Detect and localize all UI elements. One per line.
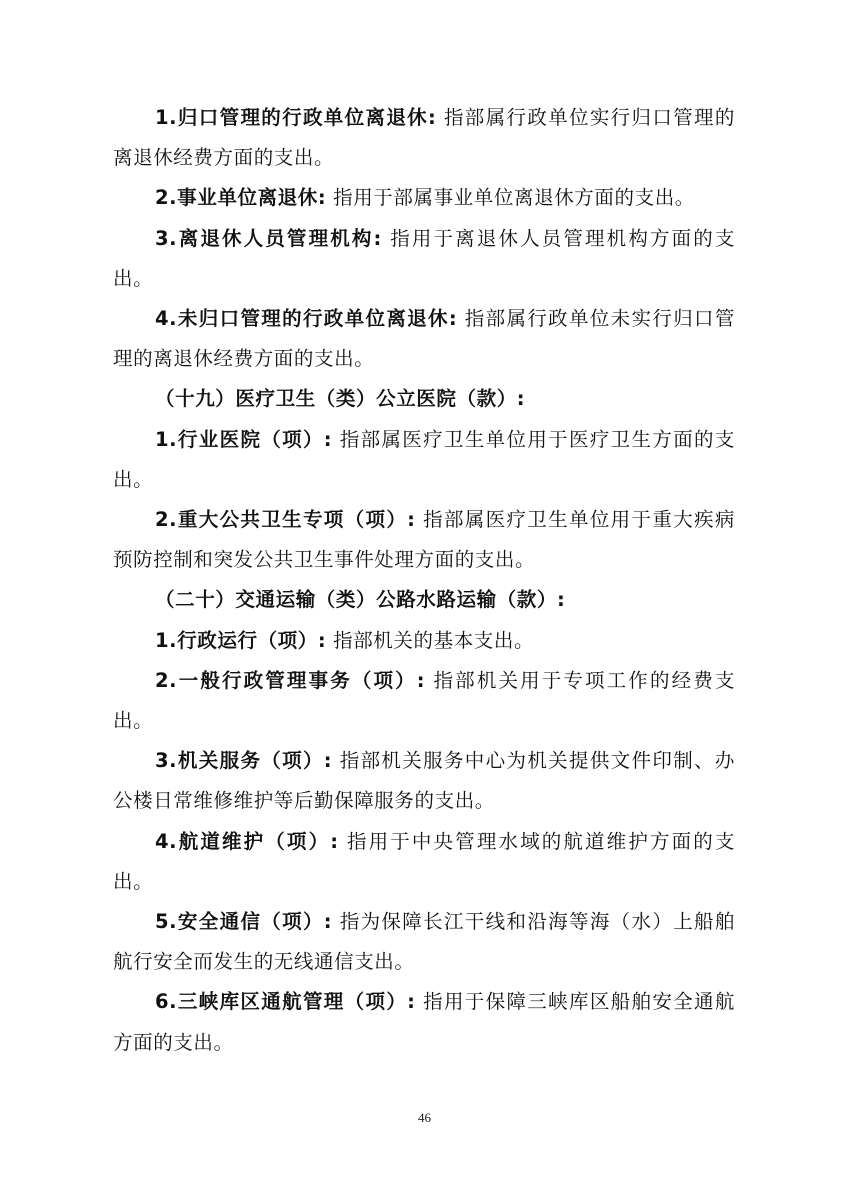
paragraph-text: 指用于保障三峡库区船舶安全通航方面的支出。 (113, 990, 735, 1054)
paragraph-label: 2.事业单位离退休: (155, 186, 327, 210)
paragraph-retirement-non-centralized (113, 299, 735, 379)
paragraph-label: 3.离退休人员管理机构: (155, 226, 382, 250)
paragraph-text: 指为保障长江干线和沿海等海（水）上船舶航行安全而发生的无线通信支出。 (113, 910, 735, 974)
page-number: 46 (418, 1110, 431, 1125)
paragraph-text: 指用于部属事业单位离退休方面的支出。 (333, 186, 695, 210)
paragraph-text: 指部属医疗卫生单位用于医疗卫生方面的支出。 (113, 427, 735, 491)
paragraph-public-health (113, 500, 735, 580)
paragraph-label: 3.机关服务（项）: (155, 749, 333, 773)
paragraph-text: 指部机关服务中心为机关提供文件印制、办公楼日常维修维护等后勤保障服务的支出。 (113, 749, 735, 813)
section-heading: （二十）交通运输（类）公路水路运输（款）: (155, 588, 566, 612)
paragraph-label: 4.未归口管理的行政单位离退休: (155, 307, 458, 331)
paragraph-label: 5.安全通信（项）: (155, 910, 333, 934)
section-heading-transport (113, 580, 735, 620)
paragraph-agency-service (113, 741, 735, 821)
paragraph-text: 指部机关用于专项工作的经费支出。 (113, 668, 735, 733)
paragraph-label: 6.三峡库区通航管理（项）: (155, 990, 416, 1014)
paragraph-retirement-centralized (113, 98, 735, 178)
paragraph-general-admin (113, 661, 735, 741)
paragraph-text: 指用于离退休人员管理机构方面的支出。 (113, 226, 735, 290)
document-body (113, 98, 735, 1063)
paragraph-label: 4.航道维护（项）: (155, 829, 339, 853)
paragraph-label: 1.归口管理的行政单位离退休: (155, 106, 437, 129)
paragraph-label: 1.行政运行（项）: (155, 628, 327, 652)
paragraph-text: 指部属行政单位未实行归口管理的离退休经费方面的支出。 (113, 307, 735, 371)
paragraph-industry-hospital (113, 420, 735, 500)
paragraph-admin-operation (113, 621, 735, 661)
paragraph-label: 2.重大公共卫生专项（项）: (155, 508, 416, 532)
paragraph-label: 1.行业医院（项）: (155, 427, 333, 451)
paragraph-safety-communication (113, 902, 735, 982)
paragraph-label: 2.一般行政管理事务（项）: (155, 668, 426, 692)
section-heading-medical (113, 379, 735, 419)
section-heading: （十九）医疗卫生（类）公立医院（款）: (155, 387, 526, 411)
paragraph-waterway-maintenance (113, 822, 735, 902)
paragraph-retirement-institution (113, 178, 735, 218)
paragraph-text: 指部属医疗卫生单位用于重大疾病预防控制和突发公共卫生事件处理方面的支出。 (113, 508, 735, 572)
paragraph-retirement-management (113, 219, 735, 299)
paragraph-text: 指用于中央管理水域的航道维护方面的支出。 (113, 829, 735, 893)
paragraph-text: 指部属行政单位实行归口管理的离退休经费方面的支出。 (113, 106, 735, 170)
paragraph-text: 指部机关的基本支出。 (333, 628, 535, 652)
paragraph-three-gorges-navigation (113, 982, 735, 1062)
